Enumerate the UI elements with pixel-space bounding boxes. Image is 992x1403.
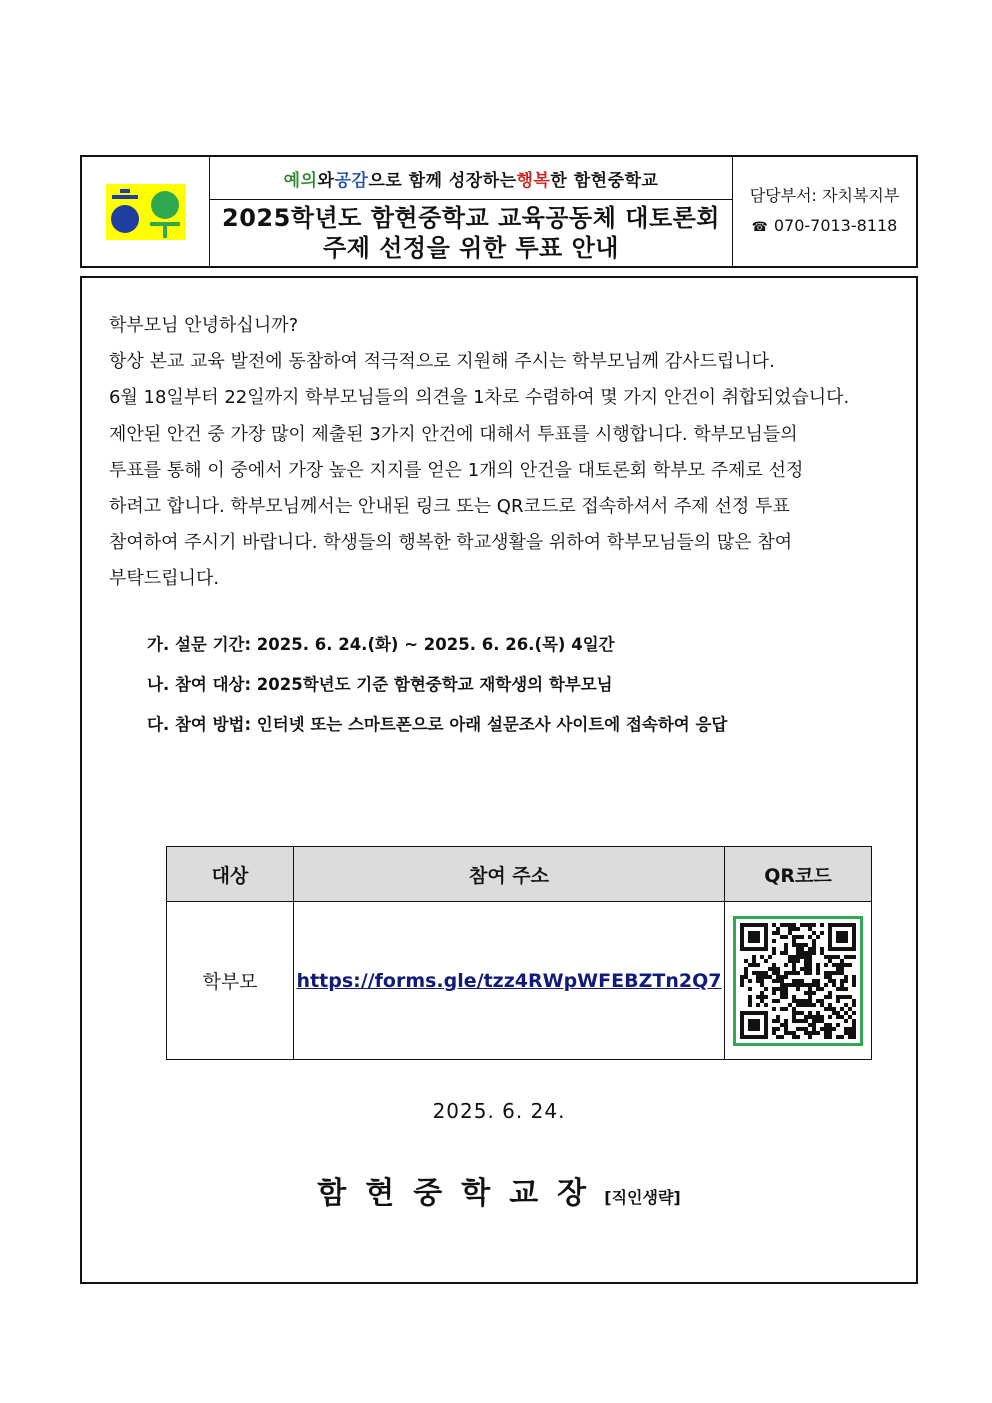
header-address: 참여 주소	[294, 847, 725, 902]
department-name: 담당부서: 자치복지부	[749, 185, 900, 205]
motto-text: 와	[317, 170, 335, 191]
cell-address	[294, 902, 725, 1060]
issue-date: 2025. 6. 24.	[432, 1099, 566, 1123]
survey-table	[166, 846, 872, 1060]
contact-phone	[752, 211, 898, 243]
department-info	[733, 157, 916, 266]
survey-link[interactable]: https://forms.gle/tzz4RWpWFEBZTn2Q7	[296, 969, 722, 992]
greeting-paragraph	[109, 308, 899, 598]
phone-number: 070-7013-8118	[773, 215, 898, 235]
survey-period: 가. 설문 기간: 2025. 6. 24.(화) ~ 2025. 6. 26.(목) 4일간	[147, 635, 615, 654]
phone-icon: ☎	[751, 219, 768, 235]
motto-word-courtesy: 예의	[283, 170, 318, 191]
logo-cell	[82, 157, 210, 266]
header-qr: QR코드	[725, 847, 872, 902]
title-line-1: 2025학년도 함현중학교 교육공동체 대토론회	[222, 204, 720, 232]
school-emblem-icon	[106, 184, 186, 240]
seal-omitted-note: [직인생략]	[604, 1188, 681, 1207]
qr-code-icon[interactable]	[733, 916, 863, 1046]
paragraph-line: 하려고 합니다. 학부모님께서는 안내된 링크 또는 QR코드로 접속하셔서 주제 선정 투표	[109, 496, 790, 518]
motto-text: 한 함현중학교	[550, 170, 659, 191]
survey-details	[147, 630, 727, 750]
document-body	[80, 276, 918, 1284]
paragraph-line: 제안된 안건 중 가장 많이 제출된 3가지 안건에 대해서 투표를 시행합니다. 학부모님들의	[109, 423, 798, 445]
cell-target: 학부모	[167, 902, 294, 1060]
survey-target: 나. 참여 대상: 2025학년도 기준 함현중학교 재학생의 학부모님	[147, 675, 613, 694]
table-header-row	[167, 847, 872, 902]
paragraph-line: 투표를 통해 이 중에서 가장 높은 지지를 얻은 1개의 안건을 대토론회 학부모 주제로 선정	[109, 459, 804, 481]
paragraph-line: 참여하여 주시기 바랍니다. 학생들의 행복한 학교생활을 위하여 학부모님들의 많은 참여	[109, 532, 793, 554]
motto-word-empathy: 공감	[334, 170, 369, 191]
document-header	[80, 155, 918, 268]
paragraph-line: 학부모님 안녕하십니까?	[109, 315, 299, 336]
paragraph-line: 부탁드립니다.	[109, 568, 220, 590]
survey-method: 다. 참여 방법: 인터넷 또는 스마트폰으로 아래 설문조사 사이트에 접속하여 응답	[147, 715, 728, 734]
school-motto	[210, 157, 732, 200]
title-line-2: 주제 선정을 위한 투표 안내	[323, 234, 619, 262]
paragraph-line: 6월 18일부터 22일까지 학부모님들의 의견을 1차로 수렴하여 몇 가지 안건이 취합되었습니다.	[109, 387, 850, 409]
signature-block	[82, 1168, 916, 1212]
table-row	[167, 902, 872, 1060]
principal-signature: 함현중학교장	[317, 1176, 606, 1211]
motto-word-happiness: 행복	[516, 170, 551, 191]
document-title	[210, 200, 732, 266]
motto-text: 으로 함께 성장하는	[368, 170, 517, 191]
title-cell	[210, 157, 733, 266]
qr-code-graphic	[740, 923, 856, 1039]
paragraph-line: 항상 본교 교육 발전에 동참하여 적극적으로 지원해 주시는 학부모님께 감사드립니다.	[109, 351, 775, 373]
cell-qr	[725, 902, 872, 1060]
header-target: 대상	[167, 847, 294, 902]
